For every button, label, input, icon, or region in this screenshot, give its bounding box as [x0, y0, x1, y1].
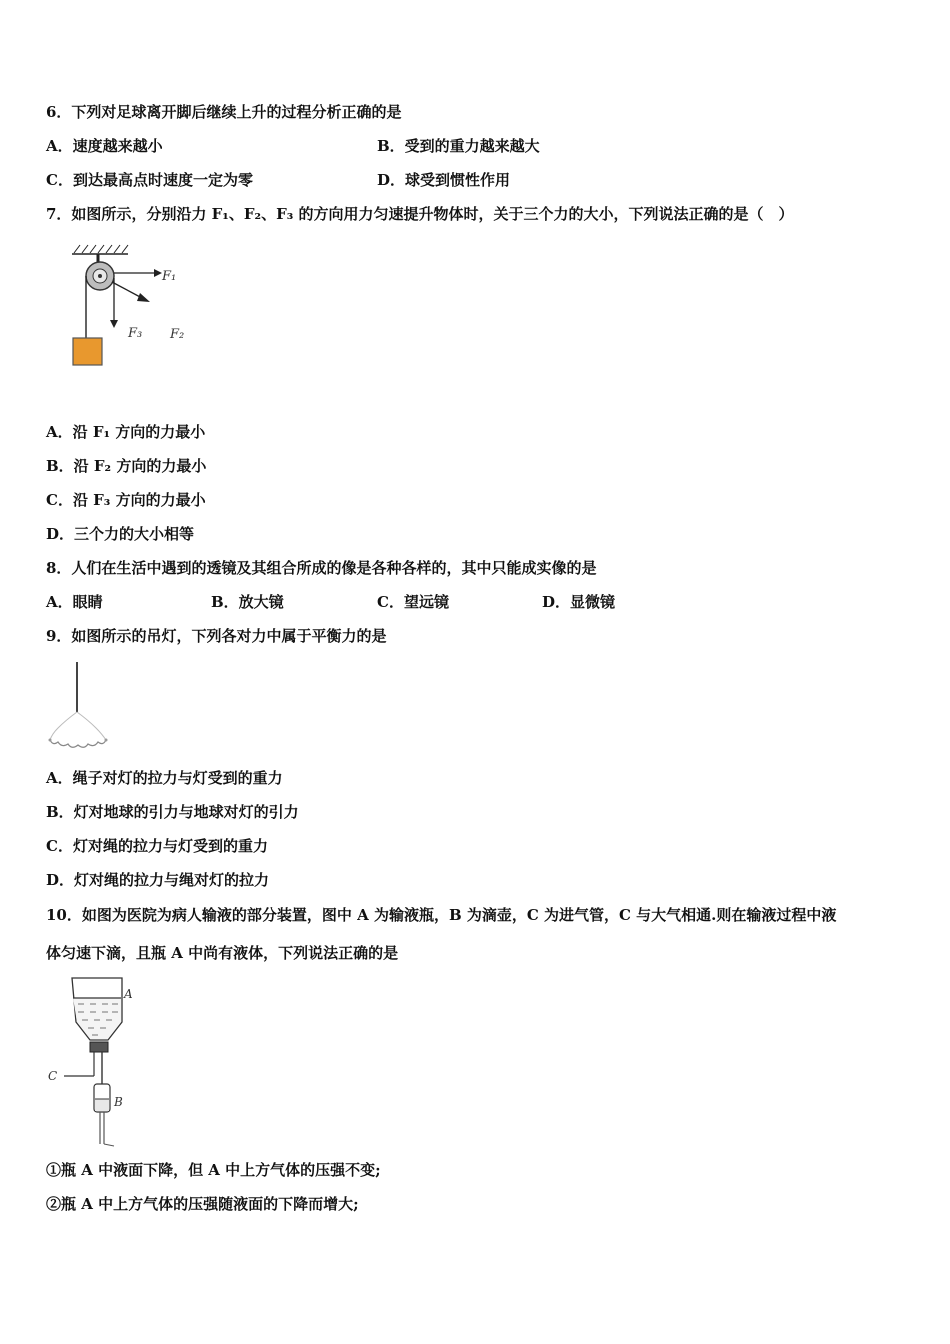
q10-statement-2: ②瓶 A 中上方气体的压强随液面的下降而增大; — [46, 1195, 359, 1213]
q9-stem: 9．如图所示的吊灯，下列各对力中属于平衡力的是 — [46, 627, 387, 645]
q9-option-a: A．绳子对灯的拉力与灯受到的重力 — [46, 769, 283, 787]
f2-arrow-line — [112, 282, 142, 298]
q8-option-c: C．望远镜 — [377, 593, 449, 611]
pulley-axle — [98, 274, 102, 278]
bottle-stopper — [90, 1042, 108, 1052]
f2-arrow-head — [137, 293, 150, 302]
chandelier-figure — [44, 660, 114, 756]
weight-block — [73, 338, 102, 365]
chandelier-arm-left — [50, 712, 77, 740]
q10-statement-1: ①瓶 A 中液面下降，但 A 中上方气体的压强不变; — [46, 1161, 381, 1179]
q7-option-a: A．沿 F₁ 方向的力最小 — [46, 423, 206, 441]
label-c: C — [48, 1069, 58, 1083]
infusion-figure — [44, 972, 140, 1148]
pulley-figure — [64, 240, 204, 370]
chandelier-arm-right — [77, 712, 106, 740]
q6-option-c: C．到达最高点时速度一定为零 — [46, 171, 253, 189]
q8-stem: 8．人们在生活中遇到的透镜及其组合所成的像是各种各样的，其中只能成实像的是 — [46, 559, 597, 577]
label-f2: F₂ — [170, 327, 185, 342]
q8-option-b: B．放大镜 — [211, 593, 284, 611]
q6-stem: 6．下列对足球离开脚后继续上升的过程分析正确的是 — [46, 103, 402, 121]
f1-arrow-head — [154, 269, 162, 277]
label-f3: F₃ — [128, 326, 143, 341]
q6-option-d: D．球受到惯性作用 — [377, 171, 511, 189]
q7-option-d: D．三个力的大小相等 — [46, 525, 195, 543]
q10-stem-line1: 10．如图为医院为病人输液的部分装置，图中 A 为输液瓶，B 为滴壶，C 为进气管，C 与大气相通.则在输液过程中液 — [46, 906, 837, 924]
q9-option-c: C．灯对绳的拉力与灯受到的重力 — [46, 837, 268, 855]
label-f1: F₁ — [162, 269, 177, 284]
q9-option-b: B．灯对地球的引力与地球对灯的引力 — [46, 803, 299, 821]
q6-option-b: B．受到的重力越来越大 — [377, 137, 540, 155]
q6-option-a: A．速度越来越小 — [46, 137, 163, 155]
label-a: A — [124, 987, 133, 1001]
q10-stem-line2: 体匀速下滴，且瓶 A 中尚有液体，下列说法正确的是 — [46, 944, 399, 962]
label-b: B — [114, 1095, 123, 1109]
chandelier-shades — [50, 740, 106, 747]
q7-stem: 7．如图所示，分别沿力 F₁、F₂、F₃ 的方向用力匀速提升物体时，关于三个力的大小，下列说法正确的是（ ） — [46, 205, 794, 223]
q9-option-d: D．灯对绳的拉力与绳对灯的拉力 — [46, 871, 270, 889]
q7-option-c: C．沿 F₃ 方向的力最小 — [46, 491, 206, 509]
q7-option-b: B．沿 F₂ 方向的力最小 — [46, 457, 207, 475]
ceiling-hatch — [74, 245, 128, 253]
q8-option-d: D．显微镜 — [542, 593, 616, 611]
f3-arrow-head — [110, 320, 118, 328]
q8-option-a: A．眼睛 — [46, 593, 103, 611]
